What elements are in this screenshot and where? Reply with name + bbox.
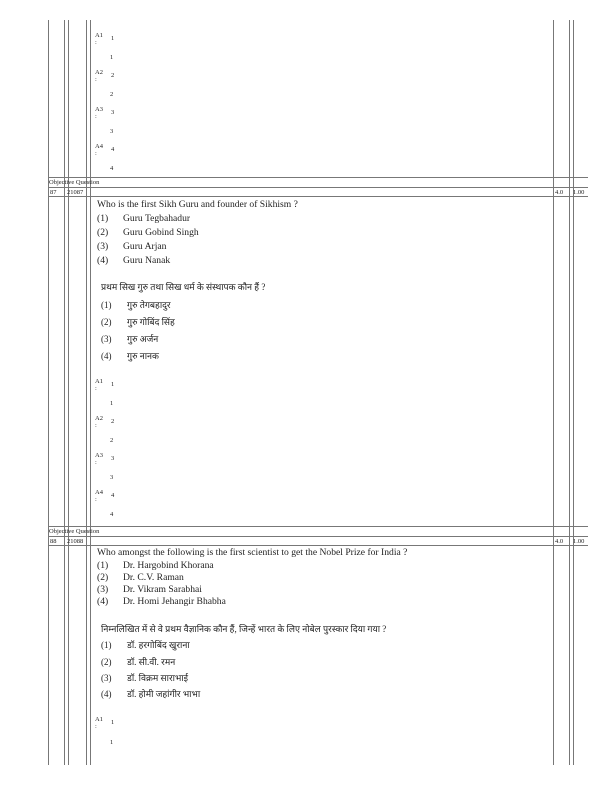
option-english: (2) Dr. C.V. Raman <box>97 572 184 583</box>
answer-option: 3 <box>110 474 114 481</box>
answer-key: A2 : <box>95 69 103 83</box>
row-divider <box>48 545 588 546</box>
answer-value: 1 <box>111 381 115 388</box>
answer-value: 1 <box>111 35 115 42</box>
question-id: 21088 <box>67 538 84 545</box>
option-hindi: (3) गुरु अर्जन <box>101 334 159 344</box>
option-english: (3) Guru Arjan <box>97 241 167 252</box>
row-divider <box>48 526 588 527</box>
answer-value: 4 <box>111 146 115 153</box>
negative-marks: 1.00 <box>573 538 585 545</box>
question-text-hindi: निम्नलिखित में से वे प्रथम वैज्ञानिक कौन हैं, जिन्हें भारत के लिए नोबेल पुरस्कार दिया गया ? <box>101 624 387 634</box>
answer-value: 3 <box>111 109 115 116</box>
answer-option: 1 <box>110 400 114 407</box>
grid-line <box>573 20 574 765</box>
question-type-label: Objective Question <box>49 179 100 186</box>
question-text-english: Who amongst the following is the first scientist to get the Nobel Prize for India ? <box>97 547 408 558</box>
row-divider <box>48 187 588 188</box>
answer-value: 1 <box>111 719 115 726</box>
option-hindi: (4) डॉ. होमी जहांगीर भाभा <box>101 689 201 699</box>
answer-option: 1 <box>110 54 114 61</box>
grid-line <box>86 20 87 765</box>
answer-option: 3 <box>110 128 114 135</box>
answer-key: A4 : <box>95 143 103 157</box>
option-hindi: (3) डॉ. विक्रम साराभाई <box>101 673 189 683</box>
question-number: 88 <box>50 538 57 545</box>
answer-value: 3 <box>111 455 115 462</box>
question-text-english: Who is the first Sikh Guru and founder of Sikhism ? <box>97 199 298 210</box>
row-divider <box>48 196 588 197</box>
answer-key: A2 : <box>95 415 103 429</box>
question-type-label: Objective Question <box>49 528 100 535</box>
option-english: (2) Guru Gobind Singh <box>97 227 199 238</box>
option-hindi: (1) डॉ. हरगोबिंद खुराना <box>101 640 190 650</box>
question-text-hindi: प्रथम सिख गुरु तथा सिख धर्म के संस्थापक कौन हैं ? <box>101 282 266 292</box>
grid-line <box>569 20 570 765</box>
grid-line <box>553 20 554 765</box>
answer-option: 4 <box>110 511 114 518</box>
grid-line <box>64 20 65 765</box>
answer-key: A3 : <box>95 452 103 466</box>
answer-key: A1 : <box>95 716 103 730</box>
row-divider <box>48 177 588 178</box>
answer-key: A4 : <box>95 489 103 503</box>
option-english: (1) Guru Tegbahadur <box>97 213 191 224</box>
row-divider <box>48 536 588 537</box>
answer-option: 2 <box>110 91 114 98</box>
answer-option: 4 <box>110 165 114 172</box>
question-number: 87 <box>50 189 57 196</box>
option-english: (1) Dr. Hargobind Khorana <box>97 560 214 571</box>
option-hindi: (1) गुरु तेगबहादुर <box>101 300 171 310</box>
answer-value: 2 <box>111 418 115 425</box>
answer-key: A1 : <box>95 378 103 392</box>
answer-key: A3 : <box>95 106 103 120</box>
marks: 4.0 <box>555 189 564 196</box>
option-english: (4) Guru Nanak <box>97 255 171 266</box>
answer-option: 1 <box>110 739 114 746</box>
answer-option: 2 <box>110 437 114 444</box>
grid-line <box>90 20 91 765</box>
answer-value: 4 <box>111 492 115 499</box>
grid-line <box>48 20 49 765</box>
option-hindi: (2) डॉ. सी.वी. रमन <box>101 657 176 667</box>
answer-key: A1 : <box>95 32 103 46</box>
option-hindi: (4) गुरु नानक <box>101 351 159 361</box>
option-english: (4) Dr. Homi Jehangir Bhabha <box>97 596 226 607</box>
grid-line <box>68 20 69 765</box>
question-id: 21087 <box>67 189 84 196</box>
marks: 4.0 <box>555 538 564 545</box>
negative-marks: 1.00 <box>573 189 585 196</box>
option-hindi: (2) गुरु गोबिंद सिंह <box>101 317 175 327</box>
answer-value: 2 <box>111 72 115 79</box>
option-english: (3) Dr. Vikram Sarabhai <box>97 584 202 595</box>
